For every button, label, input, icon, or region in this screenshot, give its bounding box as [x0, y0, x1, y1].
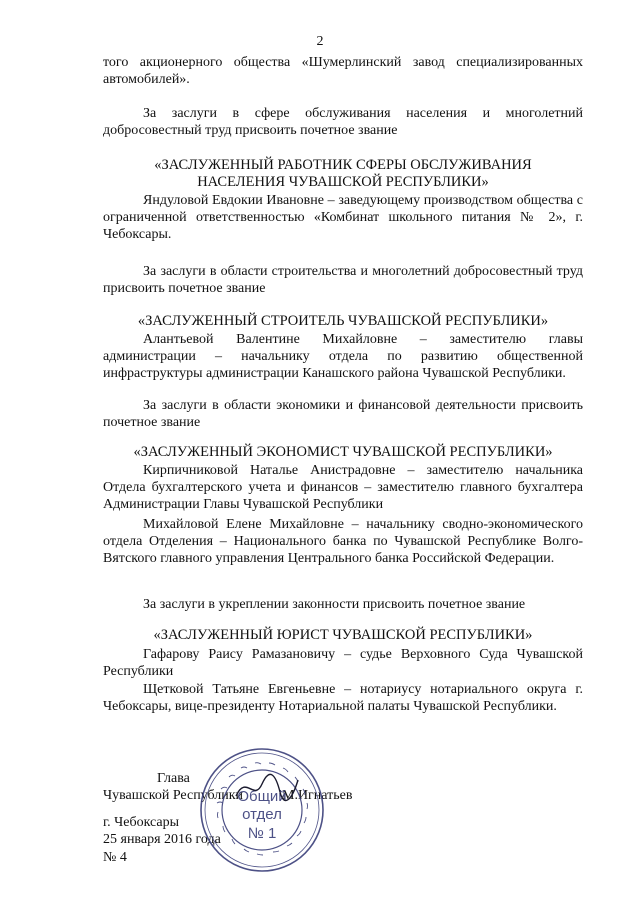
page-number: 2 — [316, 34, 324, 49]
footer-number: № 4 — [103, 850, 127, 865]
footer-city: г. Чебоксары — [103, 815, 180, 830]
section-3-title-line-1: «ЗАСЛУЖЕННЫЙ ЭКОНОМИСТ ЧУВАШСКОЙ РЕСПУБЛИКИ» — [133, 444, 553, 460]
stamp-text-line-3: № 1 — [247, 825, 277, 842]
section-4-title — [103, 627, 583, 644]
signature-stroke — [236, 774, 298, 800]
footer-date: 25 января 2016 года — [103, 832, 221, 847]
section-1-intro: За заслуги в сфере обслуживания населения и многолетний добросовестный труд присвоить почетное звание — [103, 106, 583, 138]
section-3-awardee-2: Михайловой Елене Михайловне – начальнику сводно-экономического отдела Отделения – Национального банка по Чувашской Республике Волго-Вятского главного управления Центрального банка Российской Федерации. — [103, 517, 583, 566]
section-2-title-line-1: «ЗАСЛУЖЕННЫЙ СТРОИТЕЛЬ ЧУВАШСКОЙ РЕСПУБЛИКИ» — [137, 313, 549, 329]
section-4-title-line-1: «ЗАСЛУЖЕННЫЙ ЮРИСТ ЧУВАШСКОЙ РЕСПУБЛИКИ» — [153, 627, 533, 643]
section-1-title — [103, 157, 583, 191]
section-2-intro: За заслуги в области строительства и многолетний добросовестный труд присвоить почетное звание — [103, 264, 583, 296]
stamp-text-line-1: Общий — [237, 788, 287, 805]
section-3-awardee-1: Кирпичниковой Наталье Анистрадовне – заместителю начальника Отдела бухгалтерского учета и финансов – заместителю главного бухгалтера Администрации Главы Чувашской Республики — [103, 463, 583, 512]
signature-position-line-1: Глава — [157, 771, 190, 786]
section-1-title-line-1: «ЗАСЛУЖЕННЫЙ РАБОТНИК СФЕРЫ ОБСЛУЖИВАНИЯ — [154, 157, 532, 173]
section-2-awardee-1: Алантьевой Валентине Михайловне – заместителю главы администрации – начальнику отдела по развитию общественной инфраструктуры администрации Канашского района Чувашской Республики. — [103, 332, 583, 381]
section-1-awardee-1: Яндуловой Евдокии Ивановне – заведующему производством общества с ограниченной ответственностью «Комбинат школьного питания № 2», г. Чебоксары. — [103, 193, 583, 242]
handwritten-signature — [232, 770, 302, 806]
section-2-title — [103, 313, 583, 330]
stamp-text-line-2: отдел — [242, 806, 282, 823]
section-4-awardee-2: Щетковой Татьяне Евгеньевне – нотариусу нотариального округа г. Чебоксары, вице-президенту Нотариальной палаты Чувашской Республики. — [103, 682, 583, 714]
signature-name: М.Игнатьев — [282, 788, 353, 803]
section-4-awardee-1: Гафарову Раису Рамазановичу – судье Верховного Суда Чувашской Республики — [103, 647, 583, 679]
official-stamp — [197, 745, 327, 875]
signature-position-line-2: Чувашской Республики — [103, 788, 244, 803]
section-1-title-line-2: НАСЕЛЕНИЯ ЧУВАШСКОЙ РЕСПУБЛИКИ» — [197, 174, 489, 190]
section-4-intro: За заслуги в укреплении законности присвоить почетное звание — [143, 597, 526, 612]
opening-fragment: того акционерного общества «Шумерлинский завод специализированных автомобилей». — [103, 55, 583, 87]
section-3-title — [103, 444, 583, 461]
section-3-intro: За заслуги в области экономики и финансовой деятельности присвоить почетное звание — [103, 398, 583, 430]
